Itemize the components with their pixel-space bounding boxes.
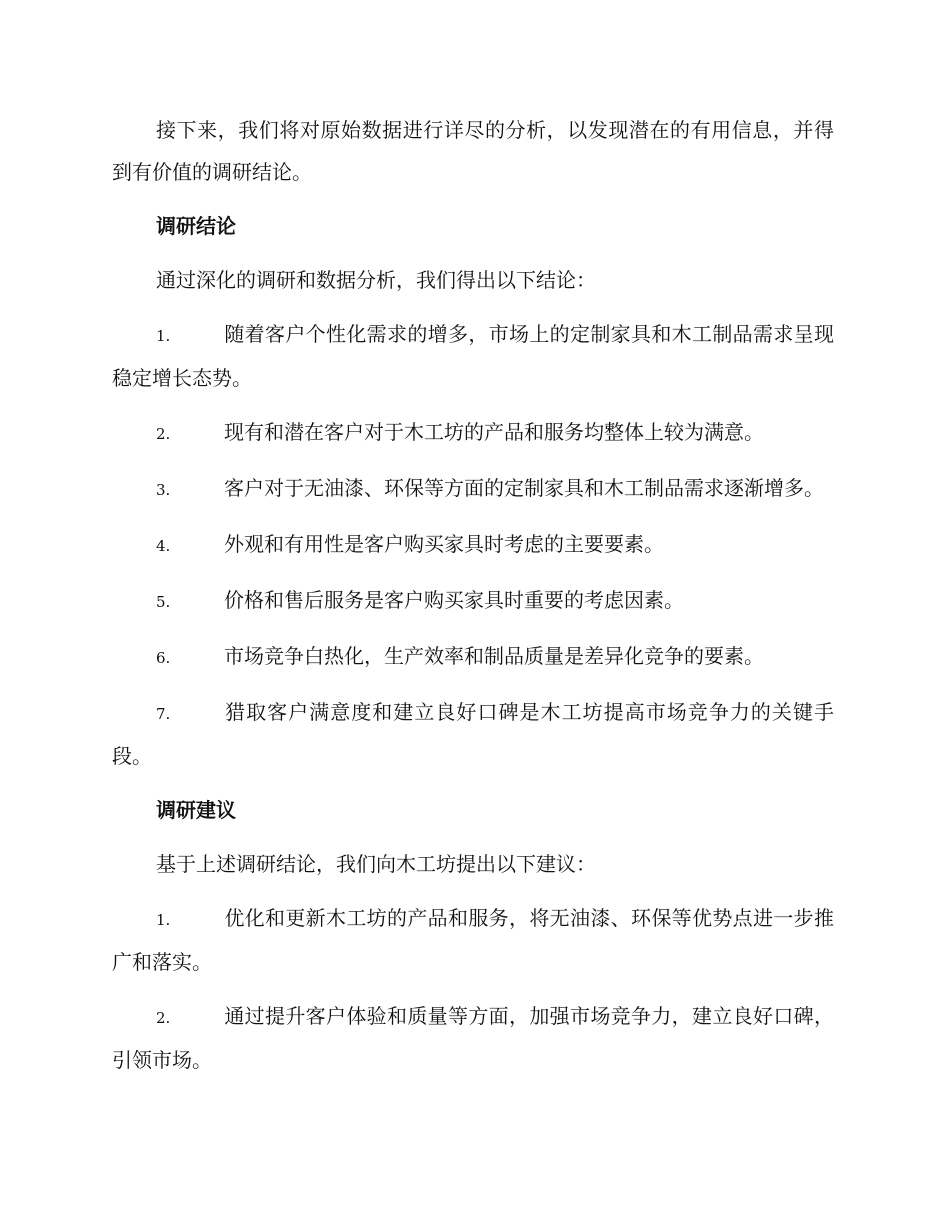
list-text: 现有和潜在客户对于木工坊的产品和服务均整体上较为满意。 bbox=[224, 420, 764, 444]
list-text: 外观和有用性是客户购买家具时考虑的主要要素。 bbox=[224, 532, 664, 556]
suggestion-item bbox=[112, 995, 834, 1081]
intro-paragraph: 接下来，我们将对原始数据进行详尽的分析，以发现潜在的有用信息，并得到有价值的调研结论。 bbox=[112, 118, 834, 184]
list-number: 6. bbox=[156, 649, 171, 667]
list-text: 价格和售后服务是客户购买家具时重要的考虑因素。 bbox=[224, 588, 684, 612]
document-page bbox=[112, 109, 834, 1093]
suggestions-lead: 基于上述调研结论，我们向木工坊提出以下建议： bbox=[156, 852, 596, 876]
conclusions-heading: 调研结论 bbox=[156, 214, 236, 238]
list-text: 优化和更新木工坊的产品和服务，将无油漆、环保等优势点进一步推广和落实。 bbox=[112, 906, 834, 974]
conclusion-item bbox=[112, 411, 834, 455]
list-number: 7. bbox=[156, 705, 171, 723]
list-number: 2. bbox=[156, 1009, 171, 1027]
list-number: 1. bbox=[156, 327, 171, 345]
list-number: 5. bbox=[156, 593, 171, 611]
conclusions-lead: 通过深化的调研和数据分析，我们得出以下结论： bbox=[156, 268, 596, 292]
conclusion-item bbox=[112, 467, 834, 511]
conclusion-item bbox=[112, 691, 834, 777]
list-text: 客户对于无油漆、环保等方面的定制家具和木工制品需求逐渐增多。 bbox=[224, 476, 824, 500]
list-text: 随着客户个性化需求的增多，市场上的定制家具和木工制品需求呈现稳定增长态势。 bbox=[112, 322, 834, 390]
conclusion-item bbox=[112, 635, 834, 679]
list-number: 2. bbox=[156, 425, 171, 443]
conclusion-item bbox=[112, 579, 834, 623]
list-number: 3. bbox=[156, 481, 171, 499]
list-text: 市场竞争白热化，生产效率和制品质量是差异化竞争的要素。 bbox=[224, 644, 764, 668]
conclusion-item bbox=[112, 523, 834, 567]
list-text: 猎取客户满意度和建立良好口碑是木工坊提高市场竞争力的关键手段。 bbox=[112, 700, 834, 768]
list-text: 通过提升客户体验和质量等方面，加强市场竞争力，建立良好口碑，引领市场。 bbox=[112, 1004, 834, 1072]
suggestion-item bbox=[112, 897, 834, 983]
conclusion-item bbox=[112, 313, 834, 399]
suggestions-heading: 调研建议 bbox=[156, 798, 236, 822]
list-number: 4. bbox=[156, 537, 171, 555]
list-number: 1. bbox=[156, 911, 171, 929]
